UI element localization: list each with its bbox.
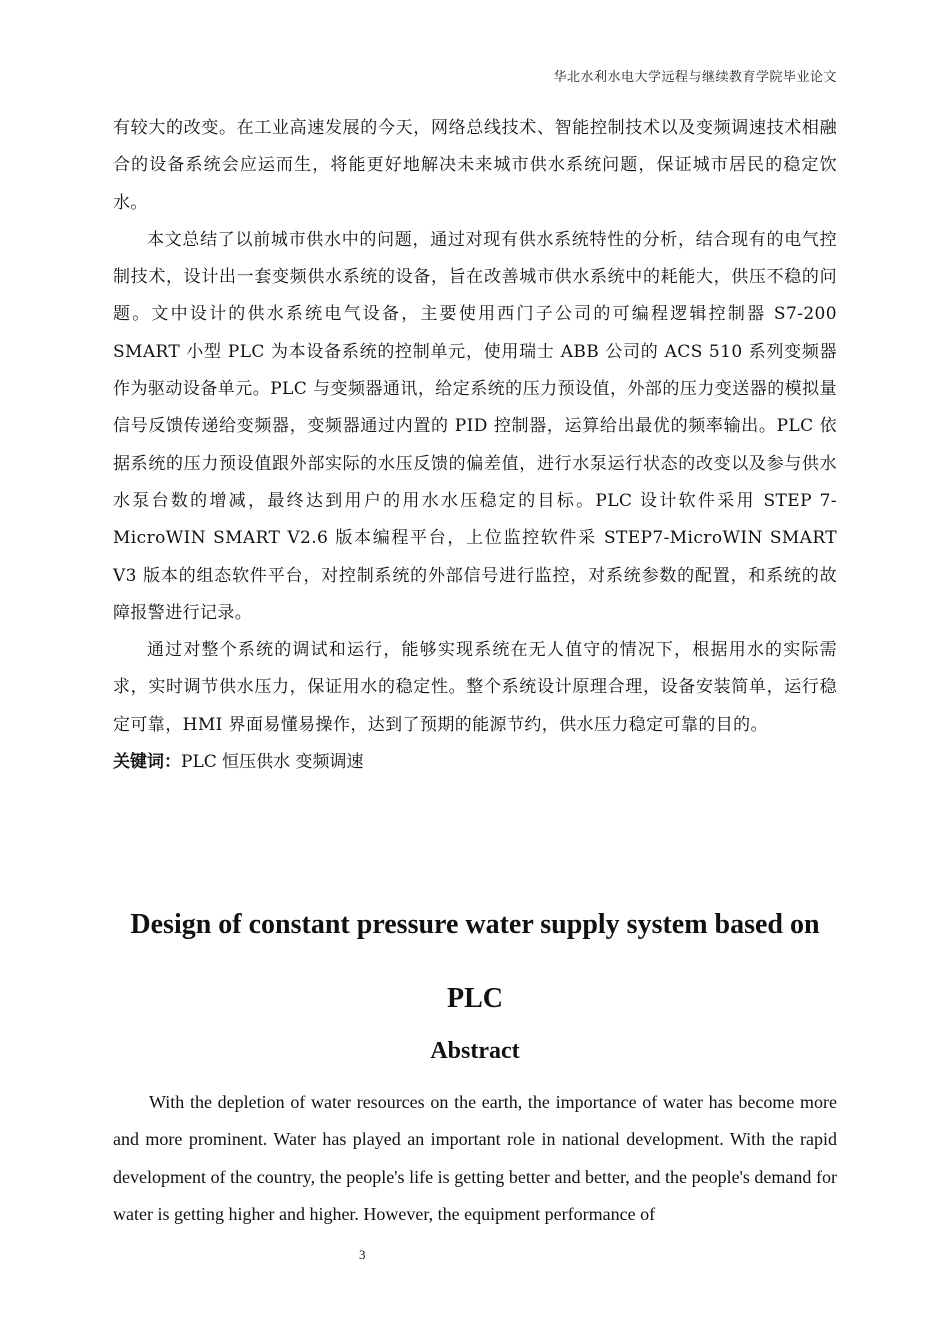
header-rule bbox=[113, 94, 837, 95]
cn-paragraph-continued: 有较大的改变。在工业高速发展的今天，网络总线技术、智能控制技术以及变频调速技术相融合的设备系统会应运而生，将能更好地解决未来城市供水系统问题，保证城市居民的稳定饮水。 bbox=[113, 118, 837, 213]
keywords-line bbox=[113, 744, 837, 781]
chinese-abstract-body bbox=[113, 110, 837, 781]
english-abstract-paragraph: With the depletion of water resources on the earth, the importance of water has become more and more prominent. Water has played an important role in national development. With the rapid development of the country, the people's life is getting better and better, and the people's demand for water is getting higher and higher. However, the equipment performance of bbox=[113, 1092, 837, 1224]
english-title: Design of constant pressure water supply system based on PLC bbox=[130, 909, 820, 1014]
abstract-heading: Abstract bbox=[430, 1038, 520, 1064]
keywords-value: PLC 恒压供水 变频调速 bbox=[181, 752, 364, 773]
running-header: 华北水利水电大学远程与继续教育学院毕业论文 bbox=[553, 70, 837, 85]
page-number: 3 bbox=[359, 1247, 366, 1262]
cn-paragraph-conclusion: 通过对整个系统的调试和运行，能够实现系统在无人值守的情况下，根据用水的实际需求，实时调节供水压力，保证用水的稳定性。整个系统设计原理合理，设备安装简单，运行稳定可靠，HMI 界面易懂易操作，达到了预期的能源节约，供水压力稳定可靠的目的。 bbox=[113, 640, 837, 735]
cn-paragraph-summary: 本文总结了以前城市供水中的问题，通过对现有供水系统特性的分析，结合现有的电气控制技术，设计出一套变频供水系统的设备，旨在改善城市供水系统中的耗能大，供压不稳的问题。文中设计的供水系统电气设备，主要使用西门子公司的可编程逻辑控制器 S7-200 SMART 小型 PLC 为本设备系统的控制单元，使用瑞士 ABB 公司的 ACS 510 系列变频器作为驱动设备单元。PLC 与变频器通讯，给定系统的压力预设值，外部的压力变送器的模拟量信号反馈传递给变频器，变频器通过内置的 PID 控制器，运算给出最优的频率输出。PLC 依据系统的压力预设值跟外部实际的水压反馈的偏差值，进行水泵运行状态的改变以及参与供水水泵台数的增减，最终达到用户的用水水压稳定的目标。PLC 设计软件采用 STEP 7-MicroWIN SMART V2.6 版本编程平台，上位监控软件采 STEP7-MicroWIN SMART V3 版本的组态软件平台，对控制系统的外部信号进行监控，对系统参数的配置，和系统的故障报警进行记录。 bbox=[113, 229, 837, 623]
keywords-label: 关键词： bbox=[113, 752, 181, 773]
